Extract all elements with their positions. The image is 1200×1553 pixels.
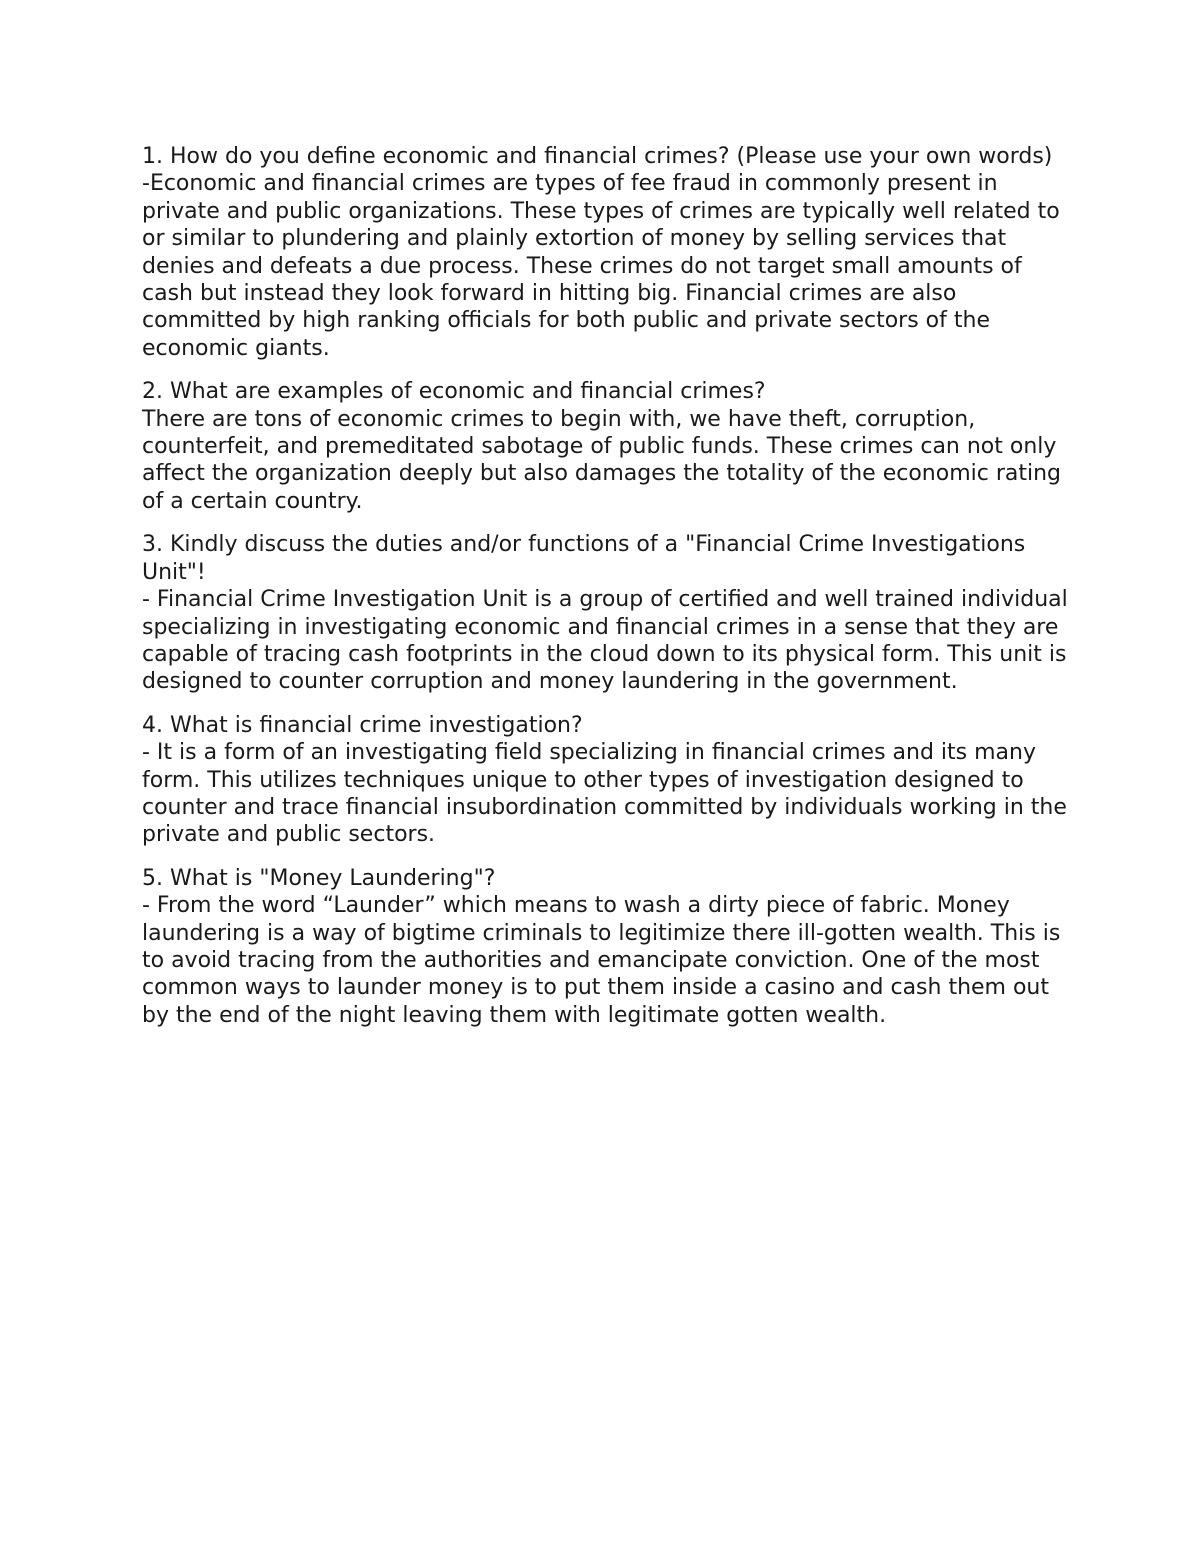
qa-item-4 [142, 712, 1072, 849]
qa-item-1 [142, 143, 1072, 362]
answer-3: - Financial Crime Investigation Unit is a group of certified and well trained individual specializing in investigating economic and financial crimes in a sense that they are capable of tracing cash footprints in the cloud down to its physical form. This unit is designed to counter corruption and money laundering in the government. [142, 587, 1068, 695]
answer-4: - It is a form of an investigating field specializing in financial crimes and its many form. This utilizes techniques unique to other types of investigation designed to counter and trace financial insubordination committed by individuals working in the private and public sectors. [142, 740, 1067, 848]
answer-2: There are tons of economic crimes to begin with, we have theft, corruption, counterfeit, and premeditated sabotage of public funds. These crimes can not only affect the organization deeply but also damages the totality of the economic rating of a certain country. [142, 406, 1061, 514]
question-1: 1. How do you define economic and financial crimes? (Please use your own words) [142, 144, 1053, 169]
question-5: 5. What is "Money Laundering"? [142, 865, 496, 891]
document-body [142, 143, 1072, 1045]
question-3: 3. Kindly discuss the duties and/or functions of a "Financial Crime Investigations Unit"! [142, 532, 1026, 585]
question-2: 2. What are examples of economic and financial crimes? [142, 379, 766, 405]
qa-item-2 [142, 378, 1072, 515]
qa-item-5 [142, 865, 1072, 1029]
qa-item-3 [142, 531, 1072, 695]
answer-1: -Economic and financial crimes are types of fee fraud in commonly present in private and public organizations. These types of crimes are typically well related to or similar to plundering and plainly extortion of money by selling services that denies and defeats a due process. These crimes do not target small amounts of cash but instead they look forward in hitting big. Financial crimes are also committed by high ranking officials for both public and private sectors of the economic giants. [142, 171, 1060, 361]
answer-5: - From the word “Launder” which means to wash a dirty piece of fabric. Money laundering is a way of bigtime criminals to legitimize there ill-gotten wealth. This is to avoid tracing from the authorities and emancipate conviction. One of the most common ways to launder money is to put them inside a casino and cash them out by the end of the night leaving them with legitimate gotten wealth. [142, 893, 1061, 1028]
question-4: 4. What is financial crime investigation? [142, 712, 583, 738]
